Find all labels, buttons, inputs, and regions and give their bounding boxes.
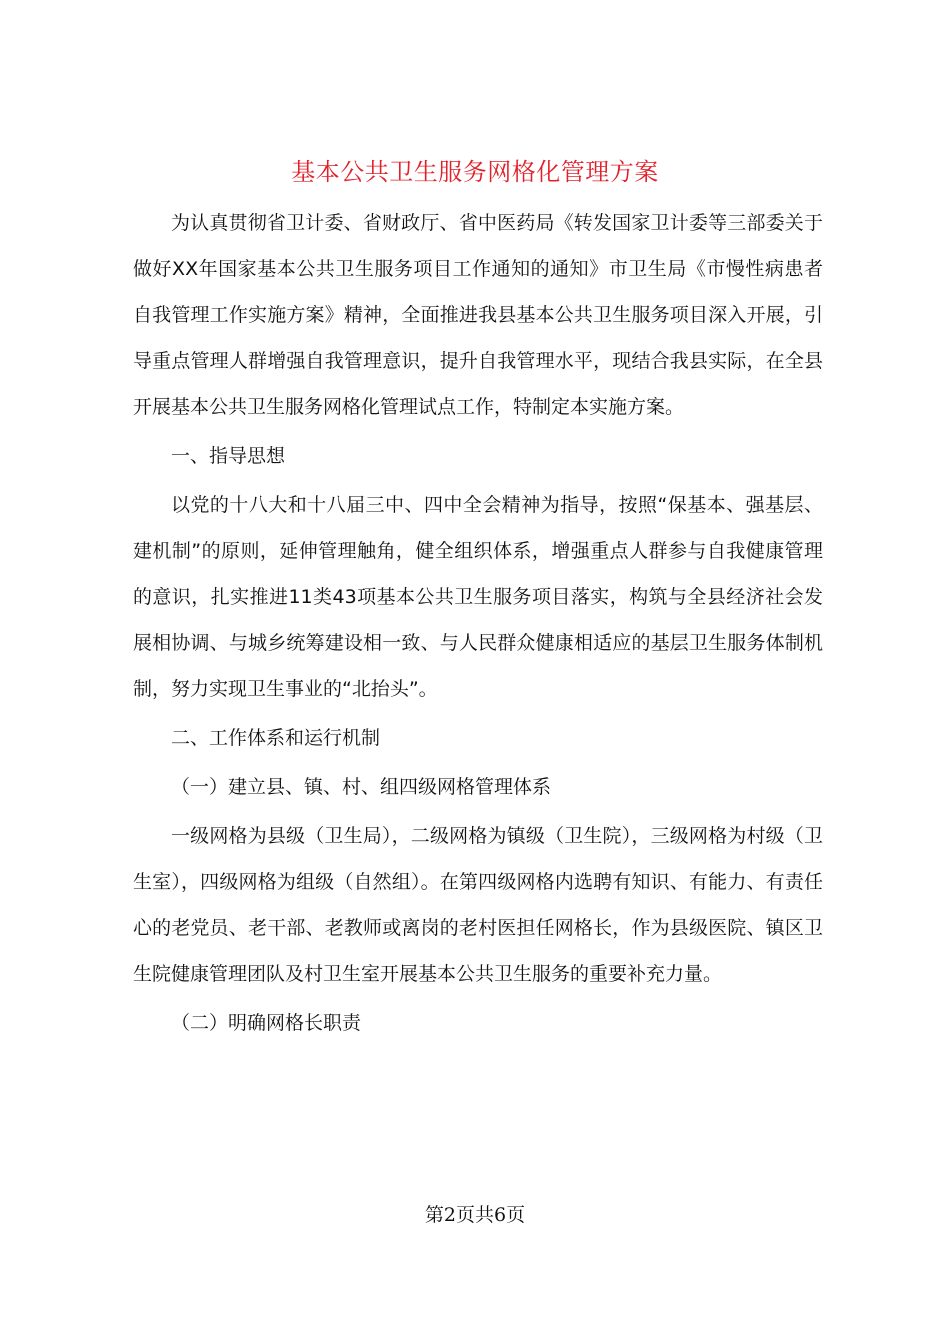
document-body xyxy=(133,200,823,1049)
section-heading-guiding-ideology: 一、指导思想 xyxy=(171,445,286,467)
section-heading-work-system: 二、工作体系和运行机制 xyxy=(171,727,381,749)
document-title: 基本公共卫生服务网格化管理方案 xyxy=(291,158,659,186)
paragraph-guiding-ideology: 以党的十八大和十八届三中、四中全会精神为指导，按照“保基本、强基层、建机制”的原则，延伸管理触角，健全组织体系，增强重点人群参与自我健康管理的意识，扎实推进11类43项基本公共卫生服务项目落实，构筑与全县经济社会发展相协调、与城乡统筹建设相一致、与人民群众健康相适应的基层卫生服务体制机制，努力实现卫生事业的“北抬头”。 xyxy=(133,494,823,700)
subsection-heading-four-level-grid: （一）建立县、镇、村、组四级网格管理体系 xyxy=(171,776,552,798)
paragraph-four-level-grid: 一级网格为县级（卫生局），二级网格为镇级（卫生院），三级网格为村级（卫生室），四级网格为组级（自然组）。在第四级网格内选聘有知识、有能力、有责任心的老党员、老干部、老教师或离岗的老村医担任网格长，作为县级医院、镇区卫生院健康管理团队及村卫生室开展基本公共卫生服务的重要补充力量。 xyxy=(133,825,823,985)
subsection-heading-grid-leader-duties: （二）明确网格长职责 xyxy=(171,1012,362,1034)
page-number-footer: 第2页共6页 xyxy=(424,1204,526,1226)
paragraph-intro: 为认真贯彻省卫计委、省财政厅、省中医药局《转发国家卫计委等三部委关于做好XX年国家基本公共卫生服务项目工作通知的通知》市卫生局《市慢性病患者自我管理工作实施方案》精神，全面推进我县基本公共卫生服务项目深入开展，引导重点管理人群增强自我管理意识，提升自我管理水平，现结合我县实际，在全县开展基本公共卫生服务网格化管理试点工作，特制定本实施方案。 xyxy=(133,212,823,418)
